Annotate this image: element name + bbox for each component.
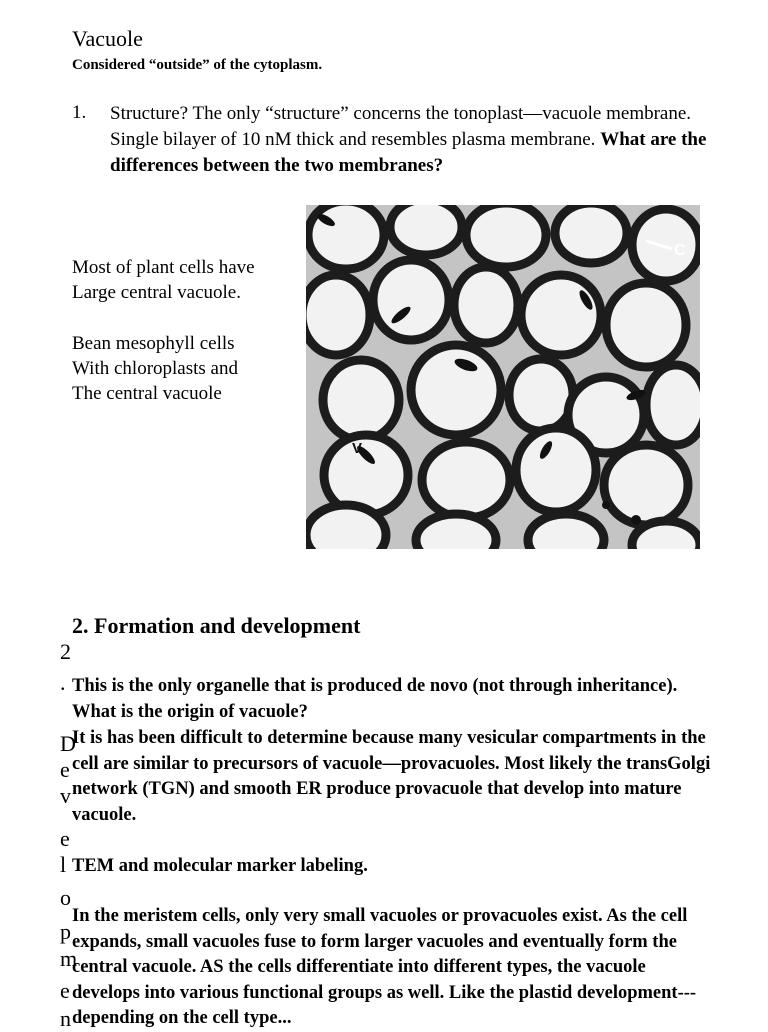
structure-question: What are the differences between the two membranes? [110, 129, 707, 176]
vertical-char: m [60, 946, 78, 971]
vertical-char: p [60, 919, 71, 944]
page-subtitle: Considered “outside” of the cytoplasm. [72, 57, 323, 73]
label-v: V [352, 440, 363, 457]
vertical-char: o [60, 885, 71, 910]
paragraph-tgn: It is has been difficult to determine because many vesicular compartments in the cell are similar to precursors of vacuole—provacuoles. Most likely the transGolgi network (TGN) and smooth ER produce provacuole that develop into mature vacuole. [72, 728, 711, 825]
label-c: C [674, 242, 686, 259]
paragraph-tem: TEM and molecular marker labeling. [72, 856, 368, 876]
paragraph-origin: This is the only organelle that is produced de novo (not through inheritance). What is the origin of vacuole? [72, 676, 678, 722]
vertical-char: e [60, 978, 70, 1003]
micrograph-figure [306, 205, 700, 549]
section-heading: 2. Formation and development [72, 613, 361, 638]
side-note-line: Large central vacuole. [72, 282, 241, 303]
vertical-char: D [60, 731, 76, 756]
micrograph-image [306, 205, 700, 549]
list-number: 1. [72, 102, 87, 123]
vertical-char: n [60, 1006, 71, 1031]
side-note-line: With chloroplasts and [72, 358, 238, 379]
vertical-char: e [60, 757, 70, 782]
structure-paragraph [110, 101, 710, 179]
paragraph-meristem: In the meristem cells, only very small vacuoles or provacuoles exist. As the cell expands, small vacuoles fuse to form larger vacuoles and eventually form the central vacuole. AS the cells differentiate into different types, the vacuole develops into various functional groups as well. Like the plastid development---depending on the cell type... [72, 906, 697, 1029]
vertical-char: l [60, 852, 67, 877]
page-title: Vacuole [72, 26, 143, 51]
vertical-char: . [60, 670, 66, 695]
side-note-line: The central vacuole [72, 383, 222, 404]
vertical-char: v [60, 783, 71, 808]
structure-text: Structure? The only “structure” concerns the tonoplast—vacuole membrane. Single bilayer of 10 nM thick and resembles plasma membrane. [110, 103, 692, 150]
side-note-line: Most of plant cells have [72, 257, 255, 278]
side-note-line: Bean mesophyll cells [72, 333, 235, 354]
vertical-char: e [60, 826, 70, 851]
vertical-char: 2 [60, 639, 71, 664]
